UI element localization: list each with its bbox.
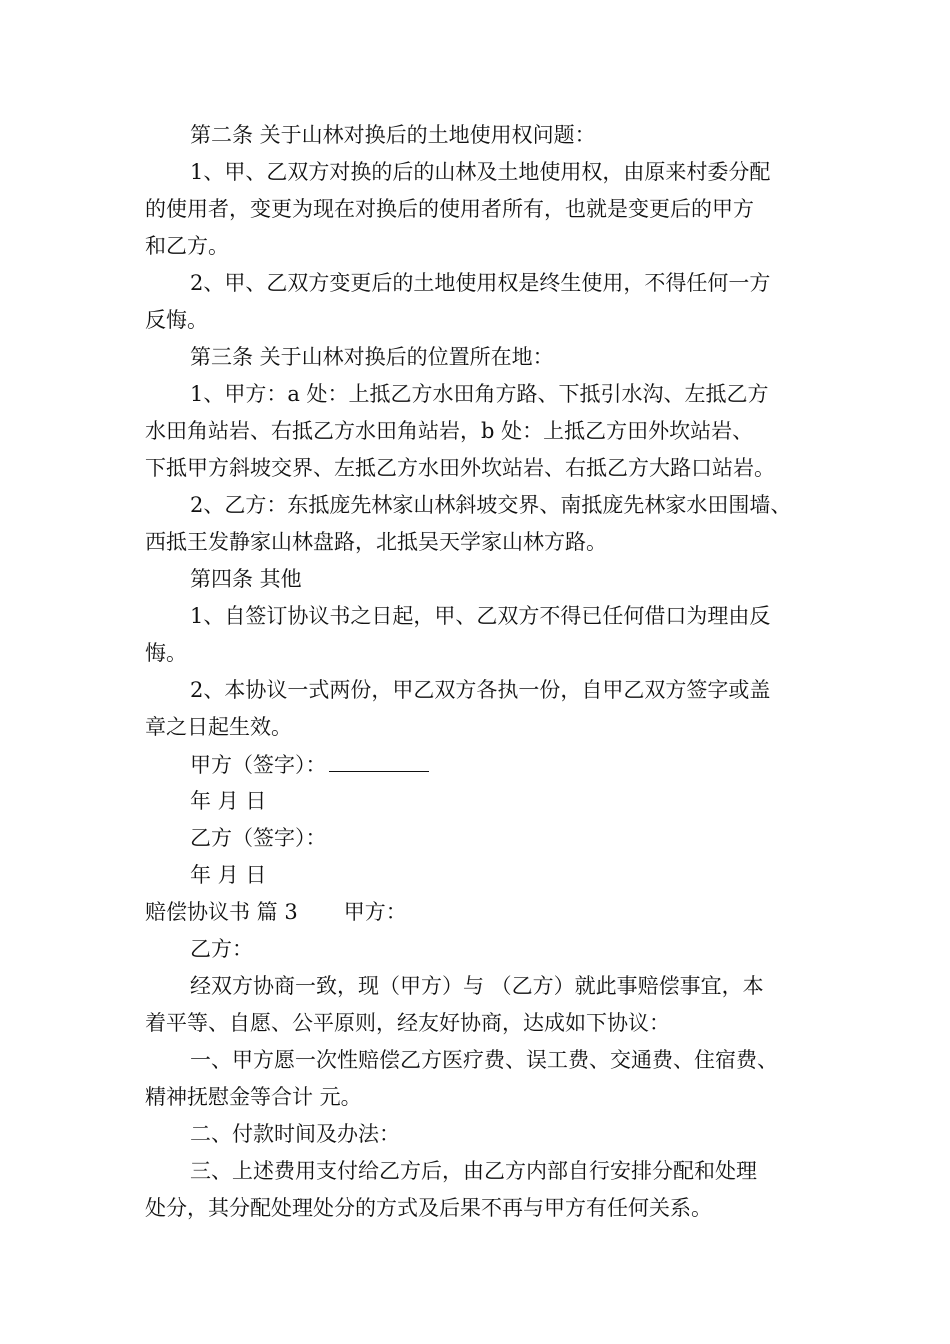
signature-blank <box>329 749 429 772</box>
article-4-heading: 第四条 其他 <box>190 567 302 591</box>
party-a-label: 甲方： <box>343 900 407 924</box>
section-title: 赔偿协议书 篇 3 <box>145 900 298 924</box>
paragraph-line: 1、甲方：a 处：上抵乙方水田角方路、下抵引水沟、左抵乙方 <box>190 382 769 406</box>
date-line: 年 月 日 <box>190 863 267 887</box>
paragraph-line: 西抵王发静家山林盘路，北抵吴天学家山林方路。 <box>145 530 607 554</box>
party-a-signature-line <box>190 749 429 779</box>
paragraph-line: 和乙方。 <box>145 234 229 258</box>
paragraph-line: 悔。 <box>145 641 187 665</box>
paragraph-line: 精神抚慰金等合计 元。 <box>145 1085 362 1109</box>
paragraph-line: 反悔。 <box>145 308 208 332</box>
party-a-signature-label: 甲方（签字）： <box>190 753 327 777</box>
paragraph-line: 下抵甲方斜坡交界、左抵乙方水田外坎站岩、右抵乙方大路口站岩。 <box>145 456 775 480</box>
paragraph-line: 1、自签订协议书之日起，甲、乙双方不得已任何借口为理由反 <box>190 604 771 628</box>
paragraph-line: 一、甲方愿一次性赔偿乙方医疗费、误工费、交通费、住宿费、 <box>190 1048 778 1072</box>
paragraph-line: 着平等、自愿、公平原则，经友好协商，达成如下协议： <box>145 1011 670 1035</box>
paragraph-line: 水田角站岩、右抵乙方水田角站岩，b 处：上抵乙方田外坎站岩、 <box>145 419 754 443</box>
paragraph-line: 二、付款时间及办法： <box>190 1122 400 1146</box>
paragraph-line: 章之日起生效。 <box>145 715 292 739</box>
paragraph-line: 三、上述费用支付给乙方后，由乙方内部自行安排分配和处理 <box>190 1159 757 1183</box>
article-3-heading: 第三条 关于山林对换后的位置所在地： <box>190 345 554 369</box>
paragraph-line: 2、乙方：东抵庞先林家山林斜坡交界、南抵庞先林家水田围墙、 <box>190 493 792 517</box>
paragraph-line: 经双方协商一致，现（甲方）与 （乙方）就此事赔偿事宜，本 <box>190 974 764 998</box>
paragraph-line: 的使用者，变更为现在对换后的使用者所有，也就是变更后的甲方 <box>145 197 754 221</box>
paragraph-line: 2、甲、乙双方变更后的土地使用权是终生使用，不得任何一方 <box>190 271 771 295</box>
party-b-signature-label: 乙方（签字）： <box>190 826 327 850</box>
paragraph-line: 2、本协议一式两份，甲乙双方各执一份，自甲乙双方签字或盖 <box>190 678 771 702</box>
paragraph-line: 1、甲、乙双方对换的后的山林及土地使用权，由原来村委分配 <box>190 160 771 184</box>
paragraph-line: 处分，其分配处理处分的方式及后果不再与甲方有任何关系。 <box>145 1196 712 1220</box>
party-b-label: 乙方： <box>190 937 253 961</box>
section-heading-line <box>145 897 407 927</box>
article-2-heading: 第二条 关于山林对换后的土地使用权问题： <box>190 123 596 147</box>
date-line: 年 月 日 <box>190 789 267 813</box>
